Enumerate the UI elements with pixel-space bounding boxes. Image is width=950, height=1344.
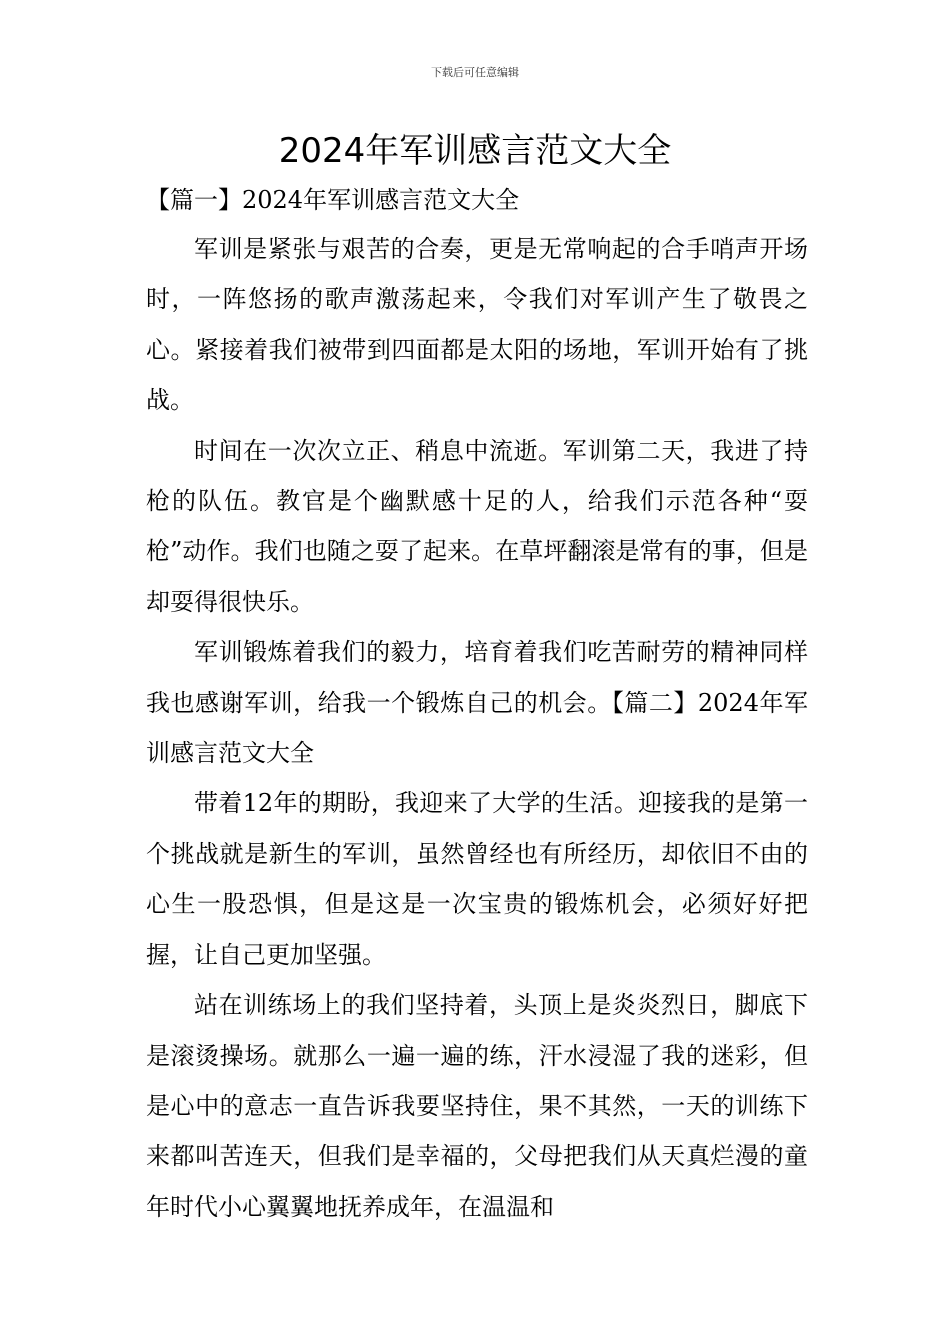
header-note: 下载后可任意编辑 bbox=[431, 66, 519, 79]
document-title: 2024年军训感言范文大全 bbox=[278, 131, 672, 171]
paragraph: 带着12年的期盼，我迎来了大学的生活。迎接我的是第一个挑战就是新生的军训，虽然曾经也有所经历，却依旧不由的心生一股恐惧，但是这是一次宝贵的锻炼机会，必须好好把握，让自己更加坚强。 bbox=[146, 789, 808, 969]
paragraph: 军训锻炼着我们的毅力，培育着我们吃苦耐劳的精神同样我也感谢军训，给我一个锻炼自己的机会。【篇二】2024年军训感言范文大全 bbox=[146, 638, 808, 768]
paragraph: 军训是紧张与艰苦的合奏，更是无常响起的合手哨声开场时，一阵悠扬的歌声激荡起来，令我们对军训产生了敬畏之心。紧接着我们被带到四面都是太阳的场地，军训开始有了挑战。 bbox=[146, 235, 808, 415]
paragraph: 时间在一次次立正、稍息中流逝。军训第二天，我进了持枪的队伍。教官是个幽默感十足的人，给我们示范各种“耍枪”动作。我们也随之耍了起来。在草坪翻滚是常有的事，但是却耍得很快乐。 bbox=[146, 436, 808, 616]
section-heading: 【篇一】2024年军训感言范文大全 bbox=[146, 186, 520, 214]
document-body bbox=[146, 176, 808, 1232]
paragraph: 站在训练场上的我们坚持着，头顶上是炎炎烈日，脚底下是滚烫操场。就那么一遍一遍的练，汗水浸湿了我的迷彩，但是心中的意志一直告诉我要坚持住，果不其然，一天的训练下来都叫苦连天，但我们是幸福的，父母把我们从天真烂漫的童年时代小心翼翼地抚养成年，在温温和 bbox=[146, 991, 808, 1221]
